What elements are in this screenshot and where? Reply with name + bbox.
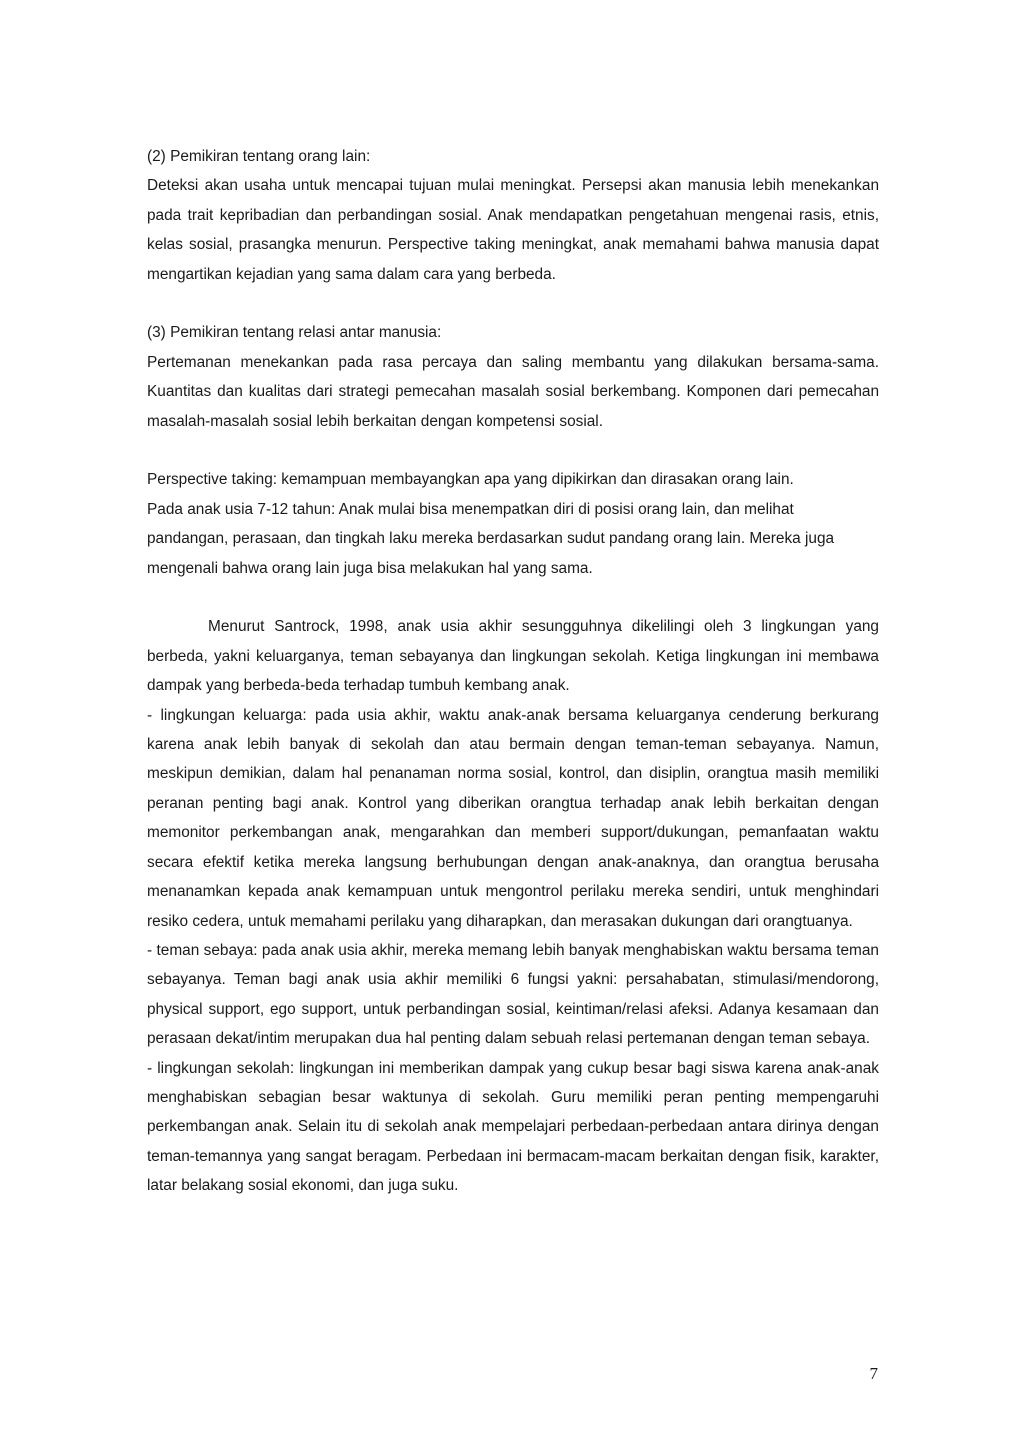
environment-peers-paragraph: - teman sebaya: pada anak usia akhir, mereka memang lebih banyak menghabiskan waktu bersama teman sebayanya. Teman bagi anak usia akhir memiliki 6 fungsi yakni: persahabatan, stimulasi/mendorong, physical support, ego support, untuk perbandingan sosial, keintiman/relasi afeksi. Adanya kesamaan dan perasaan dekat/intim merupakan dua hal penting dalam sebuah relasi pertemanan dengan teman sebaya. (147, 941, 879, 1048)
section-3-paragraph: Pertemanan menekankan pada rasa percaya dan saling membantu yang dilakukan bersama-sama. Kuantitas dan kualitas dari strategi pemecahan masalah sosial berkembang. Komponen dari pemecahan masalah-masalah sosial lebih berkaitan dengan kompetensi sosial. (147, 353, 879, 430)
page-number: 7 (869, 1364, 878, 1383)
section-2-paragraph: Deteksi akan usaha untuk mencapai tujuan mulai meningkat. Persepsi akan manusia lebih menekankan pada trait kepribadian dan perbandingan sosial. Anak mendapatkan pengetahuan mengenai rasis, etnis, kelas sosial, prasangka menurun. Perspective taking meningkat, anak memahami bahwa manusia dapat mengartikan kejadian yang sama dalam cara yang berbeda. (147, 177, 879, 283)
environment-school-paragraph: - lingkungan sekolah: lingkungan ini memberikan dampak yang cukup besar bagi siswa karena anak-anak menghabiskan sebagian besar waktunya di sekolah. Guru memiliki peran penting mempengaruhi perkembangan anak. Selain itu di sekolah anak mempelajari perbedaan-perbedaan antara dirinya dengan teman-temannya yang sangat beragam. Perbedaan ini bermacam-macam berkaitan dengan fisik, karakter, latar belakang sosial ekonomi, dan juga suku. (147, 1059, 879, 1195)
section-3-heading: (3) Pemikiran tentang relasi antar manusia: (147, 324, 442, 342)
paragraph-spacer (147, 436, 879, 465)
document-page (147, 142, 879, 1201)
santrock-intro-paragraph: Menurut Santrock, 1998, anak usia akhir sesungguhnya dikelilingi oleh 3 lingkungan yang berbeda, yakni keluarganya, teman sebayanya dan lingkungan sekolah. Ketiga lingkungan ini membawa dampak yang berbeda-beda terhadap tumbuh kembang anak. (147, 618, 879, 695)
paragraph-spacer (147, 289, 879, 318)
perspective-age-paragraph: Pada anak usia 7-12 tahun: Anak mulai bisa menempatkan diri di posisi orang lain, dan melihat pandangan, perasaan, dan tingkah laku mereka berdasarkan sudut pandang orang lain. Mereka juga mengenali bahwa orang lain juga bisa melakukan hal yang sama. (147, 500, 835, 577)
paragraph-spacer (147, 583, 879, 612)
perspective-definition: Perspective taking: kemampuan membayangkan apa yang dipikirkan dan dirasakan orang lain. (147, 471, 794, 489)
section-2-heading: (2) Pemikiran tentang orang lain: (147, 148, 371, 165)
environment-family-paragraph: - lingkungan keluarga: pada usia akhir, waktu anak-anak bersama keluarganya cenderung berkurang karena anak lebih banyak di sekolah dan atau bermain dengan teman-teman sebayanya. Namun, meskipun demikian, dalam hal penanaman norma sosial, kontrol, dan disiplin, orangtua masih memiliki peranan penting bagi anak. Kontrol yang diberikan orangtua terhadap anak lebih berkaitan dengan memonitor perkembangan anak, mengarahkan dan memberi support/dukungan, pemanfaatan waktu secara efektif ketika mereka langsung berhubungan dengan anak-anaknya, dan orangtua berusaha menanamkan kepada anak kemampuan untuk mengontrol perilaku mereka sendiri, untuk menghindari resiko cedera, untuk memahami perilaku yang diharapkan, dan merasakan dukungan dari orangtuanya. (147, 706, 879, 930)
